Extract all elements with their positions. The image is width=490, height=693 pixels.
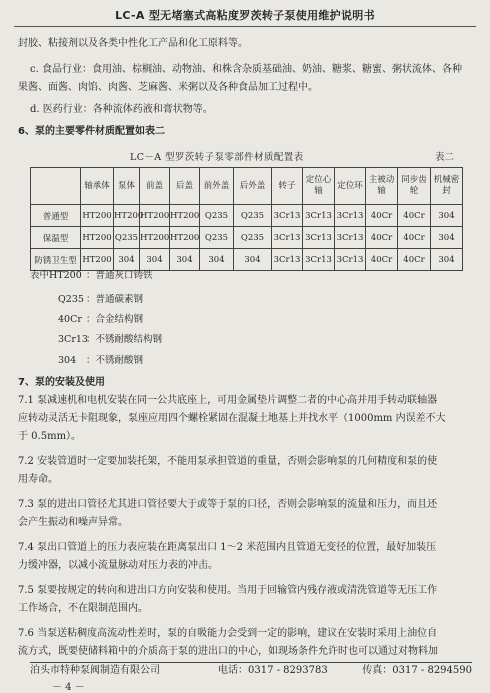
table-caption: LC－A 型罗茨转子泵零部件材质配置表 xyxy=(130,152,304,163)
table-cell: 普通型 xyxy=(31,205,81,227)
phone-number: 电话：0317 - 8293783 xyxy=(218,665,328,676)
table-cell: 40Cr xyxy=(366,249,398,271)
header-cell: 前盖 xyxy=(140,168,170,205)
table-cell: Q235 xyxy=(234,227,272,249)
section-7-heading: 7、泵的安装及使用 xyxy=(18,377,105,388)
note-code: Q235 xyxy=(58,294,84,305)
note-code: 3Cr13 xyxy=(58,334,88,345)
header-cell: 后盖 xyxy=(170,168,200,205)
page-number: － 4 － xyxy=(52,682,85,693)
table-cell: HT200 xyxy=(170,205,200,227)
table-cell: 3Cr13 xyxy=(303,227,335,249)
table-cell: 304 xyxy=(431,205,463,227)
table-cell: HT200 xyxy=(140,205,170,227)
table-cell: HT200 xyxy=(81,227,114,249)
section-6-heading: 6、泵的主要零件材质配置如表二 xyxy=(18,126,165,137)
table-cell: 防锈卫生型 xyxy=(31,249,81,271)
table-cell: Q235 xyxy=(234,205,272,227)
header-cell: 后外盖 xyxy=(234,168,272,205)
table-cell: HT200 xyxy=(140,227,170,249)
table-cell: 3Cr13 xyxy=(272,249,303,271)
table-cell: 304 xyxy=(114,249,140,271)
header-cell: 前外盖 xyxy=(200,168,234,205)
table-cell: 3Cr13 xyxy=(335,227,366,249)
table-row xyxy=(31,205,463,227)
header-cell: 主被动轴 xyxy=(366,168,398,205)
note-desc: ：不锈耐酸结构钢 xyxy=(86,334,163,345)
body-line: 力缓冲器，以减小流量脉动对压力表的冲击。 xyxy=(18,560,218,571)
table-cell: HT200 xyxy=(81,249,114,271)
table-cell: 3Cr13 xyxy=(303,205,335,227)
table-cell: HT200 xyxy=(114,205,140,227)
page-header: LC-A 型无堵塞式高粘度罗茨转子泵使用维护说明书 xyxy=(14,6,476,27)
table-cell: 304 xyxy=(431,227,463,249)
intro-line: d. 医药行业：各种流体药液和膏状物等。 xyxy=(30,104,213,115)
body-line: 应转动灵活无卡阻现象，泵座应用四个螺栓紧固在混凝土地基上并找水平（1000mm 内误差不大 xyxy=(18,413,446,424)
note-code: 304 xyxy=(58,355,77,366)
table-cell: 304 xyxy=(170,249,200,271)
table-cell: 保温型 xyxy=(31,227,81,249)
note-desc: ：合金结构钢 xyxy=(86,314,144,325)
table-cell: 304 xyxy=(431,249,463,271)
body-line: 7.2 安装管道时一定要加装托架，不能用泵承担管道的重量，否则会影响泵的几何精度和泵的使 xyxy=(18,456,438,467)
body-line: 7.5 泵要按规定的转向和进出口方向安装和使用。当用于回输管内残存液或清洗管道等无压工作 xyxy=(18,585,438,596)
table-cell: Q235 xyxy=(200,227,234,249)
table-cell: 3Cr13 xyxy=(335,249,366,271)
header-cell: 定位环 xyxy=(335,168,366,205)
header-cell: 定位心轴 xyxy=(303,168,335,205)
table-cell: 304 xyxy=(234,249,272,271)
body-line: 工作场合，不在限制范围内。 xyxy=(18,603,148,614)
table-cell: 304 xyxy=(200,249,234,271)
table-cell: 40Cr xyxy=(398,205,431,227)
table-row xyxy=(31,249,463,271)
table-cell: 40Cr xyxy=(366,205,398,227)
header-cell: 泵体 xyxy=(114,168,140,205)
table-cell: 3Cr13 xyxy=(272,205,303,227)
note-desc: ：普通碳素钢 xyxy=(86,294,144,305)
table-cell: HT200 xyxy=(170,227,200,249)
table-cell: HT200 xyxy=(81,205,114,227)
note-desc: ：不锈耐酸钢 xyxy=(86,355,144,366)
body-line: 会产生振动和噪声异常。 xyxy=(18,517,128,528)
body-line: 7.1 泵减速机和电机安装在同一公共底座上，可用金属垫片调整二者的中心高并用手转动联轴器 xyxy=(18,395,438,406)
note-code: 表中HT200 xyxy=(30,270,82,281)
body-line: 流方式，既要使储料箱中的介质高于泵的进出口的中心，如现场条件允许时也可以通过对物料加 xyxy=(18,646,438,657)
table-cell: 40Cr xyxy=(366,227,398,249)
body-line: 7.4 泵出口管道上的压力表应装在距离泵出口 1～2 米范围内且管道无变径的位置，最好加装压 xyxy=(18,542,437,553)
header-cell: 同步齿轮 xyxy=(398,168,431,205)
header-cell xyxy=(31,168,81,205)
table-number: 表二 xyxy=(434,152,454,163)
material-table xyxy=(30,167,463,271)
page-footer xyxy=(30,662,472,679)
table-cell: Q235 xyxy=(114,227,140,249)
intro-line: 封胶、粘接剂以及各类中性化工产品和化工原料等。 xyxy=(18,38,248,49)
fax-number: 传真：0317 - 8294590 xyxy=(362,665,472,676)
body-line: 7.6 当泵送粘稠度高流动性差时，泵的自吸能力会受到一定的影响，建议在安装时采用上油位自 xyxy=(18,628,438,639)
note-desc: ：普通灰口铸铁 xyxy=(86,270,153,281)
table-header-row xyxy=(31,168,463,205)
header-cell: 机械密封 xyxy=(431,168,463,205)
body-line: 于 0.5mm）。 xyxy=(18,431,82,442)
table-cell: 3Cr13 xyxy=(335,205,366,227)
note-code: 40Cr xyxy=(58,314,82,325)
header-cell: 转子 xyxy=(272,168,303,205)
table-cell: 304 xyxy=(140,249,170,271)
header-cell: 轴承体 xyxy=(81,168,114,205)
body-line: 7.3 泵的进出口管径尤其进口管径要大于或等于泵的口径，否则会影响泵的流量和压力，而且还 xyxy=(18,499,438,510)
body-line: 用寿命。 xyxy=(18,474,58,485)
table-cell: 3Cr13 xyxy=(272,227,303,249)
intro-line: c. 食品行业：食用油、棕榈油、动物油、和株含杂质基础油、奶油、糖浆、糖蜜、粥状流体、各种 xyxy=(30,64,462,75)
table-cell: 40Cr xyxy=(398,227,431,249)
company-name: 泊头市特种泵阀制造有限公司 xyxy=(30,665,160,676)
table-cell: 3Cr13 xyxy=(303,249,335,271)
intro-line: 果酱、面酱、肉馅、肉酱、芝麻酱、米粥以及各种食品加工过程中。 xyxy=(18,82,318,93)
table-cell: 40Cr xyxy=(398,249,431,271)
table-row xyxy=(31,227,463,249)
table-cell: Q235 xyxy=(200,205,234,227)
